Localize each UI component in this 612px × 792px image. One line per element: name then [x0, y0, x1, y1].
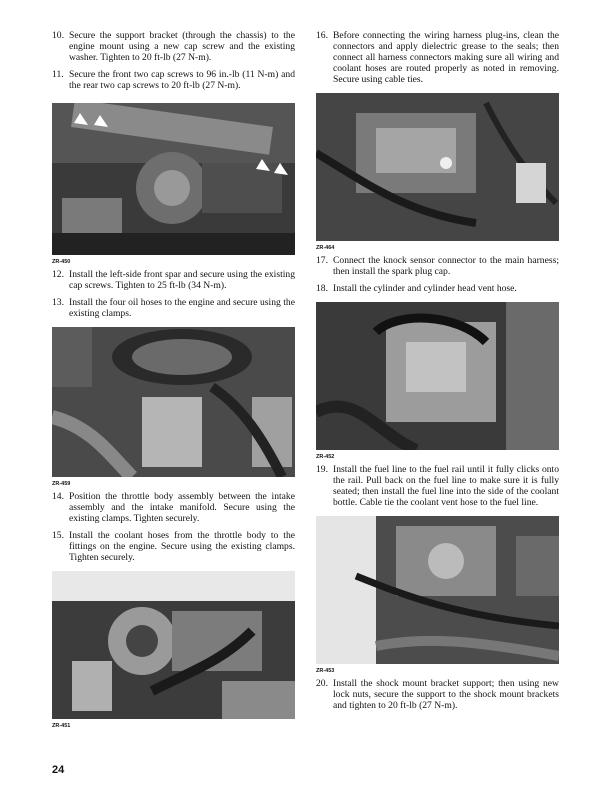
photo-zr452-wrapper [316, 302, 559, 460]
step-14: 14. Position the throttle body assembly between the intake assembly and the intake manifold. Secure using the existing clamps. Tighten securely. [52, 491, 295, 524]
page-number: 24 [52, 764, 65, 776]
photo-zr464-wrapper [316, 93, 559, 251]
right-column [316, 30, 559, 717]
photo-zr459-wrapper [52, 327, 295, 487]
oil-hoses-photo [52, 327, 295, 477]
step-19: 19. Install the fuel line to the fuel rail until it fully clicks onto the rail. Pull back on the fuel line to make sure it is fully seated; then install the fuel line into the side of the coolant bottle. Cable tie the coolant vent hose to the fuel line. [316, 464, 559, 508]
throttle-body-photo [52, 571, 295, 719]
step-18: 18. Install the cylinder and cylinder head vent hose. [316, 283, 517, 294]
photo-caption: ZR-452 [316, 454, 335, 460]
wiring-harness-photo [316, 93, 559, 241]
photo-zr453-wrapper [316, 516, 559, 674]
photo-zr451-wrapper [52, 571, 295, 729]
fuel-line-photo [316, 516, 559, 664]
step-17: 17. Connect the knock sensor connector to the main harness; then install the spark plug cap. [316, 255, 559, 277]
photo-caption: ZR-453 [316, 668, 335, 674]
photo-caption: ZR-450 [52, 259, 71, 265]
left-column [52, 30, 295, 733]
photo-caption: ZR-459 [52, 481, 71, 487]
engine-mount-photo [52, 103, 295, 255]
step-10: 10. Secure the support bracket (through the chassis) to the engine mount using a new cap screw and the existing washer. Tighten to 20 ft-lb (27 N-m). [52, 30, 295, 63]
photo-zr450-wrapper [52, 103, 295, 265]
cylinder-vent-photo [316, 302, 559, 450]
step-13: 13. Install the four oil hoses to the engine and secure using the existing clamps. [52, 297, 295, 319]
step-12: 12. Install the left-side front spar and secure using the existing cap screws. Tighten to 25 ft-lb (34 N-m). [52, 269, 295, 291]
photo-caption: ZR-464 [316, 245, 335, 251]
step-16: 16. Before connecting the wiring harness plug-ins, clean the connectors and apply dielectric grease to the seals; then connect all harness connectors making sure all wiring and coolant hoses are routed properly as noted in removing. Secure using cable ties. [316, 30, 559, 85]
step-15: 15. Install the coolant hoses from the throttle body to the fittings on the engine. Secure using the existing clamps. Tighten securely. [52, 530, 295, 563]
step-11: 11. Secure the front two cap screws to 96 in.-lb (11 N-m) and the rear two cap screws to 20 ft-lb (27 N-m). [52, 69, 295, 91]
step-20: 20. Install the shock mount bracket support; then using new lock nuts, secure the support to the shock mount brackets and tighten to 20 ft-lb (27 N-m). [316, 678, 559, 711]
photo-caption: ZR-451 [52, 723, 71, 729]
